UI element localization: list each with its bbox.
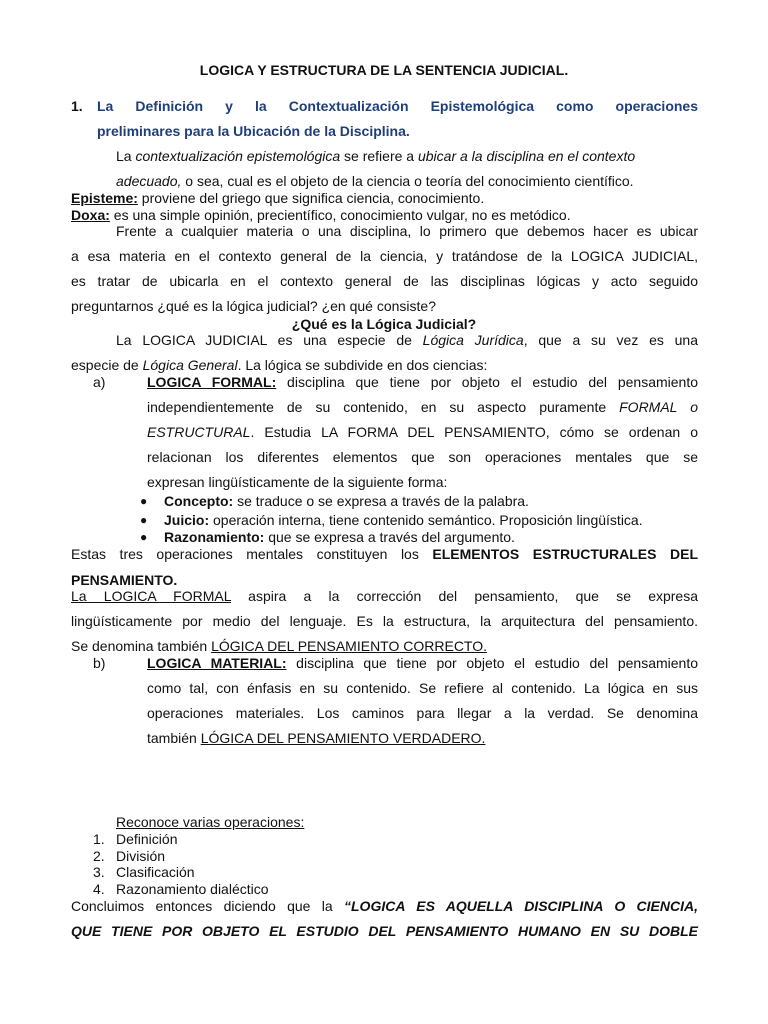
operation-item: Definición — [116, 831, 178, 847]
conclusion-line2: QUE TIENE POR OBJETO EL ESTUDIO DEL PENSAMIENTO HUMANO EN SU DOBLE — [71, 923, 698, 939]
bullet-item-concepto: Concepto: se traduce o se expresa a través de la palabra. — [164, 493, 529, 509]
operations-heading: Reconoce varias operaciones: — [116, 814, 305, 830]
paragraph-elementos-line2: PENSAMIENTO. — [71, 572, 178, 588]
bullet-item-juicio: Juicio: operación interna, tiene contenido semántico. Proposición lingüística. — [164, 512, 643, 528]
bullet-item-razonamiento: Razonamiento: que se expresa a través del argumento. — [164, 529, 515, 545]
document-title: LOGICA Y ESTRUCTURA DE LA SENTENCIA JUDICIAL. — [199, 62, 569, 78]
paragraph-logica-formal-line3: Se denomina también LÓGICA DEL PENSAMIENTO CORRECTO. — [71, 638, 488, 654]
operation-number: 1. — [93, 831, 105, 847]
bullet-icon: ● — [140, 530, 148, 544]
item-a-line5: expresan lingüísticamente de la siguiente forma: — [147, 474, 448, 490]
paragraph-frente-line2: a esa materia en el contexto general de la ciencia, y tratándose de la LOGICA JUDICIAL, — [71, 248, 698, 264]
operation-number: 4. — [93, 881, 105, 897]
bullet-icon: ● — [140, 494, 148, 508]
operation-number: 3. — [93, 864, 105, 880]
operation-item: Clasificación — [116, 864, 195, 880]
item-b-line2: como tal, con énfasis en su contenido. Se refiere al contenido. La lógica en sus — [147, 680, 698, 696]
item-b-line4: también LÓGICA DEL PENSAMIENTO VERDADERO. — [147, 730, 486, 746]
item-a-line1: LOGICA FORMAL: disciplina que tiene por objeto el estudio del pensamiento — [147, 374, 698, 390]
operation-item: Razonamiento dialéctico — [116, 881, 269, 897]
paragraph-frente-line3: es tratar de ubicarla en el contexto general de las disciplinas lógicas y acto seguido — [71, 273, 698, 289]
definition-doxa: Doxa: es una simple opinión, precientífico, conocimiento vulgar, no es metódico. — [71, 207, 571, 223]
paragraph-context-line2: adecuado, o sea, cual es el objeto de la ciencia o teoría del conocimiento científico. — [116, 173, 634, 189]
question-heading: ¿Qué es la Lógica Judicial? — [291, 316, 477, 332]
operation-item: División — [116, 848, 166, 864]
section-heading-line1: La Definición y la Contextualización Epistemológica como operaciones — [97, 98, 698, 114]
paragraph-elementos-line1: Estas tres operaciones mentales constituyen los ELEMENTOS ESTRUCTURALES DEL — [71, 546, 698, 562]
paragraph-logica-judicial-line1: La LOGICA JUDICIAL es una especie de Lógica Jurídica, que a su vez es una — [116, 332, 698, 348]
paragraph-frente-line4: preguntarnos ¿qué es la lógica judicial? ¿en qué consiste? — [71, 298, 437, 314]
definition-episteme: Episteme: proviene del griego que significa ciencia, conocimiento. — [71, 190, 485, 206]
item-b-line3: operaciones materiales. Los caminos para llegar a la verdad. Se denomina — [147, 705, 698, 721]
paragraph-logica-formal-line2: lingüísticamente por medio del lenguaje. Es la estructura, la arquitectura del pensamiento. — [71, 613, 698, 629]
paragraph-context-line1: La contextualización epistemológica se refiere a ubicar a la disciplina en el contexto — [116, 148, 636, 164]
bullet-icon: ● — [140, 513, 148, 527]
section-heading-line2: preliminares para la Ubicación de la Disciplina. — [97, 123, 410, 139]
paragraph-logica-judicial-line2: especie de Lógica General. La lógica se subdivide en dos ciencias: — [71, 357, 488, 373]
item-b-line1: LOGICA MATERIAL: disciplina que tiene por objeto el estudio del pensamiento — [147, 655, 698, 671]
item-a-line2: independientemente de su contenido, en su aspecto puramente FORMAL o — [147, 399, 698, 415]
section-number: 1. — [71, 98, 83, 114]
item-a-marker: a) — [93, 374, 106, 390]
item-b-marker: b) — [93, 655, 106, 671]
paragraph-logica-formal-line1: La LOGICA FORMAL aspira a la corrección del pensamiento, que se expresa — [71, 588, 698, 604]
operation-number: 2. — [93, 848, 105, 864]
item-a-line3: ESTRUCTURAL. Estudia LA FORMA DEL PENSAMIENTO, cómo se ordenan o — [147, 424, 698, 440]
paragraph-frente-line1: Frente a cualquier materia o una disciplina, lo primero que debemos hacer es ubicar — [116, 223, 698, 239]
item-a-line4: relacionan los diferentes elementos que son operaciones mentales que se — [147, 449, 698, 465]
conclusion-line1: Concluimos entonces diciendo que la “LOGICA ES AQUELLA DISCIPLINA O CIENCIA, — [71, 898, 699, 914]
